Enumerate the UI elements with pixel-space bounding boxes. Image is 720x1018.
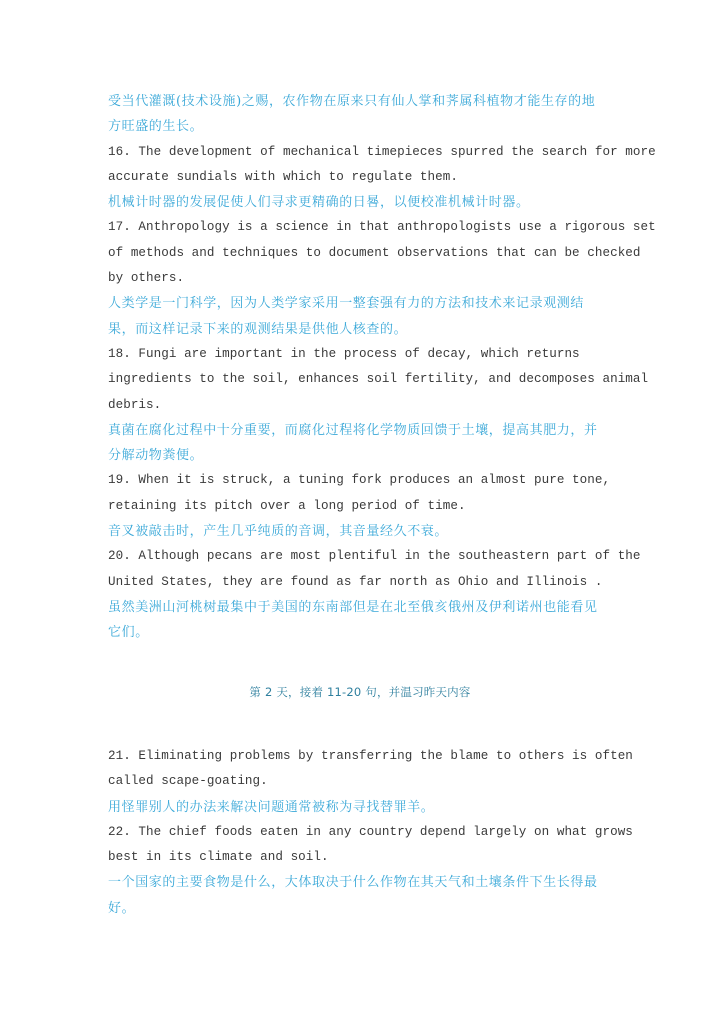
sentence-22-line: best in its climate and soil.: [108, 850, 329, 865]
sentence-16-line: 16. The development of mechanical timepieces spurred the search for more: [108, 144, 656, 159]
document-top-block: [108, 89, 656, 646]
sentence-16-line: accurate sundials with which to regulate them.: [108, 169, 458, 184]
translation-18: 真菌在腐化过程中十分重要，而腐化过程将化学物质回馈于土壤，提高其肥力，并: [108, 422, 598, 438]
sentence-22-line: 22. The chief foods eaten in any country depend largely on what grows: [108, 824, 633, 839]
translation-18: 分解动物粪便。: [108, 448, 204, 464]
sentence-21-line: 21. Eliminating problems by transferring the blame to others is often: [108, 749, 633, 763]
sentence-17-line: 17. Anthropology is a science in that anthropologists use a rigorous set: [108, 220, 656, 235]
translation-20: 虽然美洲山河桃树最集中于美国的东南部但是在北至俄亥俄州及伊利诺州也能看见: [108, 599, 598, 615]
translation-16: 机械计时器的发展促使人们寻求更精确的日晷，以便校准机械计时器。: [108, 195, 530, 211]
sentence-19-line: 19. When it is struck, a tuning fork produces an almost pure tone,: [108, 473, 611, 488]
sentence-20-line: United States, they are found as far north as Ohio and Illinois .: [108, 574, 603, 589]
sentence-20-line: 20. Although pecans are most plentiful in the southeastern part of the: [108, 549, 641, 564]
translation-19: 音叉被敲击时，产生几乎纯质的音调，其音量经久不衰。: [108, 524, 449, 540]
translation-17: 果，而这样记录下来的观测结果是供他人核查的。: [108, 321, 408, 337]
document-bottom-block: [108, 744, 633, 921]
sentence-18-line: debris.: [108, 397, 162, 412]
translation-22: 一个国家的主要食物是什么，大体取决于什么作物在其天气和土壤条件下生长得最: [108, 875, 598, 891]
translation-20: 它们。: [108, 625, 149, 641]
sentence-21-line: called scape-goating.: [108, 774, 268, 789]
translation-line: 受当代灌溉(技术设施)之赐，农作物在原来只有仙人掌和荠属科植物才能生存的地: [108, 94, 596, 109]
sentence-18-line: ingredients to the soil, enhances soil fertility, and decomposes animal: [108, 372, 649, 387]
translation-21: 用怪罪别人的办法来解决问题通常被称为寻找替罪羊。: [108, 799, 435, 815]
sentence-17-line: by others.: [108, 271, 185, 286]
translation-22: 好。: [108, 900, 136, 916]
sentence-18-line: 18. Fungi are important in the process of decay, which returns: [108, 346, 580, 361]
sentence-17-line: of methods and techniques to document observations that can be checked: [108, 245, 641, 260]
section-heading: 第 2 天，接着 11-20 句，并温习昨天内容: [249, 685, 471, 699]
translation-line: 方旺盛的生长。: [108, 119, 204, 135]
sentence-19-line: retaining its pitch over a long period of time.: [108, 498, 466, 513]
translation-17: 人类学是一门科学，因为人类学家采用一整套强有力的方法和技术来记录观测结: [108, 296, 585, 312]
